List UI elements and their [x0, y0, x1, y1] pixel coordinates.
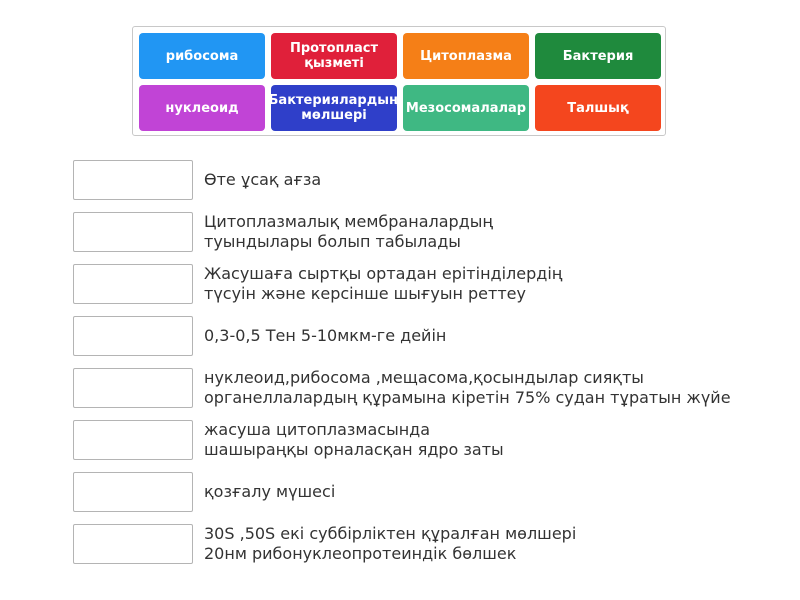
- drop-target[interactable]: [73, 160, 193, 200]
- drop-target[interactable]: [73, 316, 193, 356]
- prompt-text: 30S ,50S екі суббірліктен құралған мөлшері 20нм рибонуклеопротеиндік бөлшек: [204, 524, 577, 563]
- drop-target[interactable]: [73, 524, 193, 564]
- tile-ribosome[interactable]: [139, 33, 265, 79]
- prompt-text: Өте ұсақ ағза: [204, 170, 322, 189]
- drop-target[interactable]: [73, 264, 193, 304]
- tile-flagellum[interactable]: [535, 85, 661, 131]
- prompt-text: Цитоплазмалық мембраналардың туындылары болып табылады: [204, 212, 493, 251]
- tile-label: Цитоплазма: [420, 48, 512, 64]
- tile-label: Мезосомалалар: [405, 100, 527, 116]
- match-row: [73, 420, 773, 460]
- tile-label: нуклеоид: [165, 100, 239, 116]
- match-row: [73, 524, 773, 564]
- prompt-text: 0,3-0,5 Тен 5-10мкм-ге дейін: [204, 326, 447, 345]
- drop-target[interactable]: [73, 420, 193, 460]
- match-row: [73, 316, 773, 356]
- match-row: [73, 212, 773, 252]
- drop-target[interactable]: [73, 368, 193, 408]
- prompt-text: Жасушаға сыртқы ортадан ерітінділердің түсуін және керсінше шығуын реттеу: [204, 264, 563, 303]
- match-row: [73, 368, 773, 408]
- prompt-text: қозғалу мүшесі: [204, 482, 336, 501]
- tile-label: Талшық: [567, 100, 629, 116]
- match-row: [73, 160, 773, 200]
- prompt-text: жасуша цитоплазмасында шашыраңқы орналасқан ядро заты: [204, 420, 504, 459]
- tile-label: Протопласт қызметі: [289, 41, 379, 71]
- tile-label: Бактерия: [562, 48, 634, 64]
- drop-target[interactable]: [73, 212, 193, 252]
- tile-bacterium[interactable]: [535, 33, 661, 79]
- tile-protoplast-function[interactable]: [271, 33, 397, 79]
- word-bank: [132, 26, 666, 136]
- match-row: [73, 472, 773, 512]
- match-row: [73, 264, 773, 304]
- prompt-text: нуклеоид,рибосома ,мещасома,қосындылар сияқты органеллалардың құрамына кіретін 75% судан тұратын жүйе: [204, 368, 731, 407]
- tile-nucleoid[interactable]: [139, 85, 265, 131]
- tile-cytoplasm[interactable]: [403, 33, 529, 79]
- tile-label: рибосома: [165, 48, 239, 64]
- tile-bacteria-size[interactable]: [268, 85, 400, 131]
- drop-target[interactable]: [73, 472, 193, 512]
- tile-mesosomes[interactable]: [403, 85, 529, 131]
- tile-label: Бактериялардың мөлшері: [268, 93, 400, 123]
